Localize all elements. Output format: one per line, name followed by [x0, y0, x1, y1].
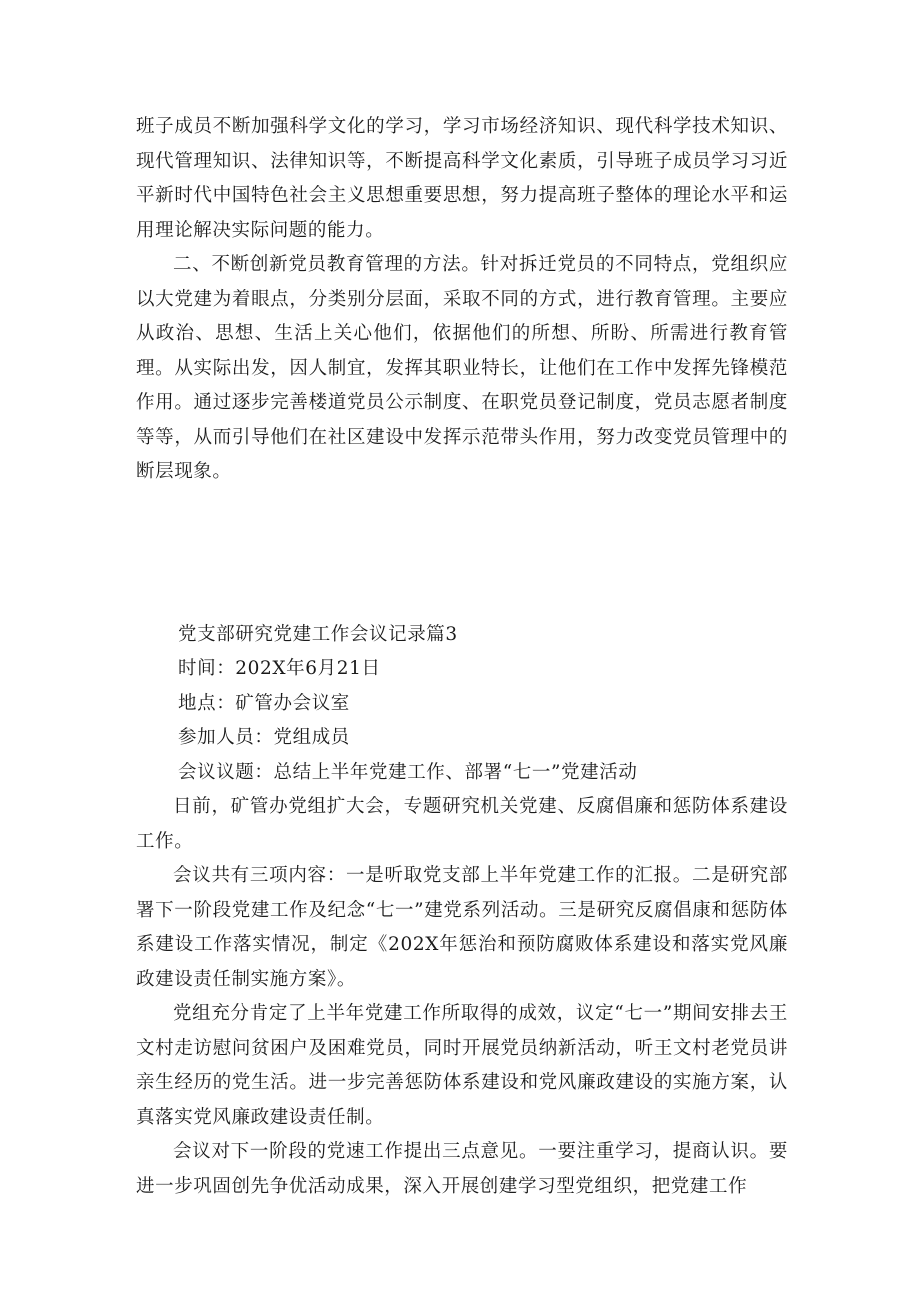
meeting-place: 地点：矿管办会议室	[178, 693, 350, 714]
meeting-body	[136, 790, 788, 1204]
meeting-time: 时间：202X年6月21日	[178, 658, 381, 679]
paragraph-meeting-intro: 日前，矿管办党组扩大会，专题研究机关党建、反腐倡廉和惩防体系建设工作。	[136, 796, 788, 852]
meeting-title: 党支部研究党建工作会议记录篇3	[178, 624, 458, 645]
paragraph-study: 班子成员不断加强科学文化的学习，学习市场经济知识、现代科学技术知识、现代管理知识、法律知识等，不断提高科学文化素质，引导班子成员学习习近平新时代中国特色社会主义思想重要思想，努力提高班子整体的理论水平和运用理论解决实际问题的能力。	[136, 116, 788, 241]
paragraph-party-member-management: 二、不断创新党员教育管理的方法。针对拆迁党员的不同特点，党组织应以大党建为着眼点，分类别分层面，采取不同的方式，进行教育管理。主要应从政治、思想、生活上关心他们，依据他们的所想、所盼、所需进行教育管理。从实际出发，因人制宜，发挥其职业特长，让他们在工作中发挥先锋模范作用。通过逐步完善楼道党员公示制度、在职党员登记制度，党员志愿者制度等等，从而引导他们在社区建设中发挥示范带头作用，努力改变党员管理中的断层现象。	[136, 254, 788, 482]
paragraph-meeting-results: 党组充分肯定了上半年党建工作所取得的成效，议定“七一”期间安排去王文村走访慰问贫困户及困难党员，同时开展党员纳新活动，听王文村老党员讲亲生经历的党生活。进一步完善惩防体系建设和党风廉政建设的实施方案，认真落实党风廉政建设责任制。	[136, 1003, 788, 1128]
section-one	[136, 110, 788, 490]
paragraph-meeting-content: 会议共有三项内容：一是听取党支部上半年党建工作的汇报。二是研究部署下一阶段党建工作及纪念“七一”建党系列活动。三是研究反腐倡康和惩防体系建设工作落实情况，制定《202X年惩治和预防腐败体系建设和落实党风廉政建设责任制实施方案》。	[136, 865, 788, 990]
meeting-attendees: 参加人员：党组成员	[178, 727, 350, 748]
paragraph-meeting-opinions: 会议对下一阶段的党速工作提出三点意见。一要注重学习，提商认识。要进一步巩固创先争优活动成果，深入开展创建学习型党组织，把党建工作	[136, 1141, 788, 1197]
meeting-topic: 会议议题：总结上半年党建工作、部署“七一”党建活动	[178, 762, 638, 783]
